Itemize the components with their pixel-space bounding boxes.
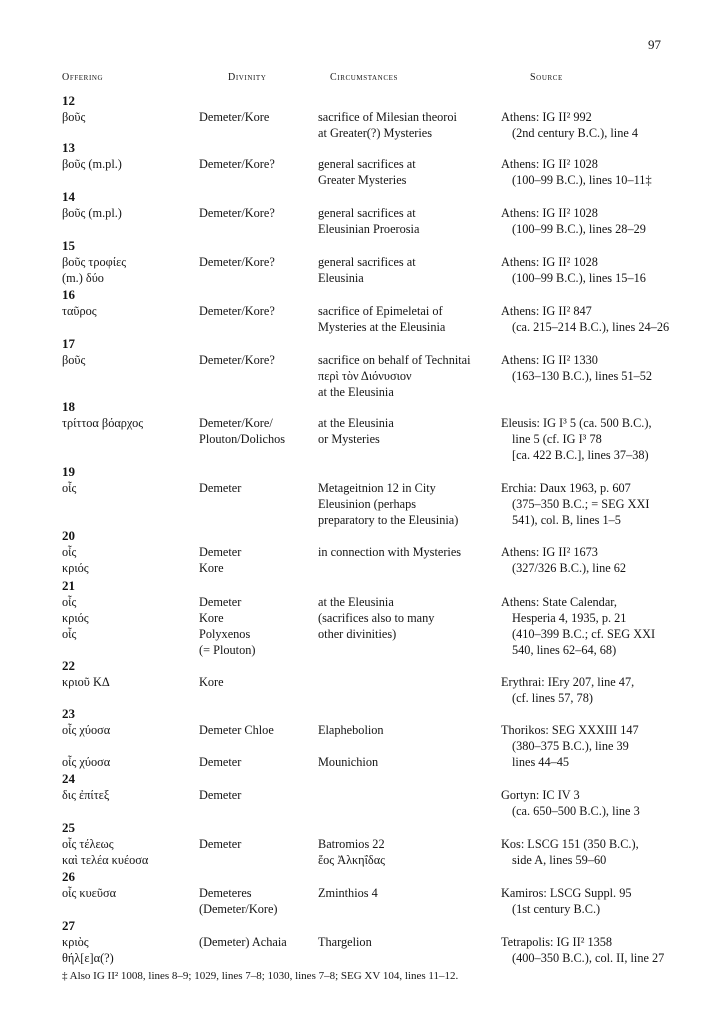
divinity-cell xyxy=(199,544,241,576)
offering-line: κριός xyxy=(62,611,89,625)
divinity-line: (Demeter/Kore) xyxy=(199,902,278,916)
entry-number: 16 xyxy=(62,287,75,302)
circumstances-cell xyxy=(318,415,394,447)
divinity-line: Demeter xyxy=(199,755,242,769)
entry-number: 12 xyxy=(62,93,75,108)
offering-line: κριὸς xyxy=(62,935,89,949)
source-line: (380–375 B.C.), line 39 xyxy=(512,739,629,753)
offering-cell xyxy=(62,787,109,803)
entry-number: 19 xyxy=(62,464,75,479)
divinity-cell xyxy=(199,254,275,270)
divinity-line: Polyxenos xyxy=(199,627,251,641)
entry-number: 21 xyxy=(62,578,75,593)
divinity-line: Demeter xyxy=(199,837,242,851)
offering-cell xyxy=(62,156,122,172)
offering-cell xyxy=(62,674,110,690)
source-line: 540, lines 62–64, 68) xyxy=(512,643,617,657)
circumstances-line: general sacrifices at xyxy=(318,157,416,171)
divinity-cell xyxy=(199,303,275,319)
circumstances-line xyxy=(318,738,384,754)
circumstances-line: Batromios 22 xyxy=(318,837,385,851)
entry-number: 20 xyxy=(62,528,75,543)
circumstances-line: general sacrifices at xyxy=(318,255,416,269)
circumstances-cell xyxy=(318,934,372,950)
circumstances-line: at Greater(?) Mysteries xyxy=(318,126,433,140)
divinity-cell xyxy=(199,885,278,917)
offering-cell xyxy=(62,109,85,125)
source-line: (2nd century B.C.), line 4 xyxy=(512,126,639,140)
source-line: (100–99 B.C.), lines 10–11‡ xyxy=(512,173,652,187)
offering-cell xyxy=(62,836,148,868)
offering-cell xyxy=(62,934,114,966)
circumstances-cell xyxy=(318,156,416,188)
header-circumstances: Circumstances xyxy=(330,72,398,83)
divinity-line: Demeter/Kore? xyxy=(199,304,275,318)
circumstances-cell xyxy=(318,885,378,901)
divinity-line: Kore xyxy=(199,675,224,689)
circumstances-line: sacrifice of Milesian theoroi xyxy=(318,110,457,124)
divinity-line: Kore xyxy=(199,561,224,575)
circumstances-line: at the Eleusinia xyxy=(318,595,394,609)
offering-line: βοῦς (m.pl.) xyxy=(62,206,122,220)
source-line: lines 44–45 xyxy=(512,755,570,769)
circumstances-line: περὶ τὸν Διόνυσιον xyxy=(318,369,412,383)
offering-line: οἶς xyxy=(62,545,77,559)
offering-line: καὶ τελέα κυέοσα xyxy=(62,853,149,867)
source-line: Athens: IG II² 847 xyxy=(501,304,592,318)
divinity-line: Plouton/Dolichos xyxy=(199,432,286,446)
divinity-line: Demeter/Kore xyxy=(199,110,270,124)
divinity-line: Demeter xyxy=(199,545,242,559)
source-cell xyxy=(501,205,646,237)
offering-line: δις ἐπίτεξ xyxy=(62,788,110,802)
divinity-line: Demeter xyxy=(199,595,242,609)
circumstances-line: or Mysteries xyxy=(318,432,380,446)
circumstances-line: general sacrifices at xyxy=(318,206,416,220)
circumstances-line: Eleusinia xyxy=(318,271,364,285)
source-line: Athens: IG II² 1028 xyxy=(501,255,598,269)
circumstances-line: at the Eleusinia xyxy=(318,416,394,430)
circumstances-line: Zminthios 4 xyxy=(318,886,378,900)
circumstances-cell xyxy=(318,544,461,560)
source-line: Athens: IG II² 1673 xyxy=(501,545,598,559)
source-line: Athens: IG II² 1028 xyxy=(501,206,598,220)
offering-line: οἶς κυεῦσα xyxy=(62,886,117,900)
offering-cell xyxy=(62,594,89,642)
offering-line: κριός xyxy=(62,561,89,575)
source-line: (ca. 650–500 B.C.), line 3 xyxy=(512,804,640,818)
entry-number: 13 xyxy=(62,140,75,155)
circumstances-cell xyxy=(318,205,419,237)
offering-line: ταῦρος xyxy=(62,304,97,318)
source-line: Erythrai: IEry 207, line 47, xyxy=(501,675,635,689)
offering-cell xyxy=(62,480,76,496)
header-source: Source xyxy=(530,72,563,83)
divinity-line: Demeter/Kore? xyxy=(199,206,275,220)
offering-cell xyxy=(62,352,85,368)
divinity-line: Demeter/Kore/ xyxy=(199,416,273,430)
source-line: Hesperia 4, 1935, p. 21 xyxy=(512,611,627,625)
circumstances-line: at the Eleusinia xyxy=(318,385,394,399)
source-cell xyxy=(501,109,638,141)
circumstances-cell xyxy=(318,836,385,868)
circumstances-cell xyxy=(318,109,457,141)
divinity-line: Kore xyxy=(199,611,224,625)
source-line: (100–99 B.C.), lines 15–16 xyxy=(512,271,646,285)
offering-line: οἶς χύοσα xyxy=(62,755,111,769)
source-cell xyxy=(501,544,626,576)
divinity-line: Demeter/Kore? xyxy=(199,255,275,269)
offering-cell xyxy=(62,254,126,286)
offering-line: τρίττοα βόαρχος xyxy=(62,416,144,430)
source-cell xyxy=(501,254,646,286)
circumstances-line: (sacrifices also to many xyxy=(318,611,435,625)
offering-line: οἶς χύοσα xyxy=(62,723,111,737)
page-number: 97 xyxy=(648,37,661,52)
entry-number: 25 xyxy=(62,820,75,835)
circumstances-line: Mysteries at the Eleusinia xyxy=(318,320,446,334)
source-line: Athens: IG II² 1330 xyxy=(501,353,598,367)
circumstances-line: Eleusinion (perhaps xyxy=(318,497,417,511)
circumstances-line: ἕος Ἀλκηΐδας xyxy=(318,853,386,867)
entry-number: 22 xyxy=(62,658,75,673)
source-line: line 5 (cf. IG I³ 78 xyxy=(512,432,602,446)
circumstances-line: Greater Mysteries xyxy=(318,173,407,187)
offering-line: οἶς xyxy=(62,627,77,641)
offering-line: οἶς xyxy=(62,481,77,495)
source-cell xyxy=(501,885,632,917)
source-line: Thorikos: SEG XXXIII 147 xyxy=(501,723,639,737)
divinity-line: (= Plouton) xyxy=(199,643,256,657)
circumstances-cell xyxy=(318,594,434,642)
source-line: (375–350 B.C.; = SEG XXI xyxy=(512,497,650,511)
circumstances-cell xyxy=(318,480,458,528)
entry-number: 15 xyxy=(62,238,75,253)
offering-line xyxy=(62,738,110,754)
circumstances-line: sacrifice on behalf of Technitai xyxy=(318,353,471,367)
divinity-line: Demeter xyxy=(199,788,242,802)
divinity-cell xyxy=(199,205,275,221)
offering-line: (m.) δύο xyxy=(62,271,104,285)
source-line: (100–99 B.C.), lines 28–29 xyxy=(512,222,646,236)
source-cell xyxy=(501,480,649,528)
entry-number: 17 xyxy=(62,336,75,351)
header-offering: Offering xyxy=(62,72,104,83)
circumstances-line: Mounichion xyxy=(318,755,379,769)
offering-cell xyxy=(62,303,97,319)
circumstances-cell xyxy=(318,254,416,286)
divinity-line: Demeter Chloe xyxy=(199,723,274,737)
divinity-cell xyxy=(199,934,287,950)
offering-line: οἶς τέλεως xyxy=(62,837,114,851)
source-line: Kos: LSCG 151 (350 B.C.), xyxy=(501,837,639,851)
source-cell xyxy=(501,722,639,770)
footnote: ‡ Also IG II² 1008, lines 8–9; 1029, lines 7–8; 1030, lines 7–8; SEG XV 104, lines 11–12. xyxy=(62,970,459,982)
header-divinity: Divinity xyxy=(228,72,267,83)
divinity-cell xyxy=(199,722,274,770)
source-line: (327/326 B.C.), line 62 xyxy=(512,561,627,575)
offering-line: βοῦς xyxy=(62,353,86,367)
circumstances-line: Metageitnion 12 in City xyxy=(318,481,436,495)
source-cell xyxy=(501,787,640,819)
source-line: Gortyn: IC IV 3 xyxy=(501,788,580,802)
source-line: Athens: State Calendar, xyxy=(501,595,617,609)
entry-number: 24 xyxy=(62,771,75,786)
circumstances-cell xyxy=(318,303,445,335)
offering-cell xyxy=(62,205,122,221)
offering-line: βοῦς (m.pl.) xyxy=(62,157,122,171)
divinity-line: Demeter/Kore? xyxy=(199,157,275,171)
source-line: [ca. 422 B.C.], lines 37–38) xyxy=(512,448,649,462)
source-cell xyxy=(501,352,652,384)
source-cell xyxy=(501,303,669,335)
offering-cell xyxy=(62,415,143,431)
entry-number: 18 xyxy=(62,399,75,414)
divinity-line: Demeter/Kore? xyxy=(199,353,275,367)
source-cell xyxy=(501,594,655,658)
offering-cell xyxy=(62,722,110,770)
divinity-cell xyxy=(199,594,255,658)
circumstances-cell xyxy=(318,722,384,770)
divinity-cell xyxy=(199,352,275,368)
circumstances-line: Elaphebolion xyxy=(318,723,384,737)
source-line: Tetrapolis: IG II² 1358 xyxy=(501,935,613,949)
source-cell xyxy=(501,836,639,868)
source-cell xyxy=(501,156,652,188)
source-line: (ca. 215–214 B.C.), lines 24–26 xyxy=(512,320,670,334)
divinity-line: Demeteres xyxy=(199,886,252,900)
circumstances-line: preparatory to the Eleusinia) xyxy=(318,513,459,527)
entry-number: 23 xyxy=(62,706,75,721)
source-line: (410–399 B.C.; cf. SEG XXI xyxy=(512,627,656,641)
divinity-cell xyxy=(199,156,275,172)
source-line: (163–130 B.C.), lines 51–52 xyxy=(512,369,653,383)
source-line: Athens: IG II² 992 xyxy=(501,110,592,124)
divinity-line: Demeter xyxy=(199,481,242,495)
divinity-cell xyxy=(199,415,285,447)
source-line: Eleusis: IG I³ 5 (ca. 500 B.C.), xyxy=(501,416,652,430)
divinity-line: (Demeter) Achaia xyxy=(199,935,287,949)
offering-line: οἶς xyxy=(62,595,77,609)
source-line: Erchia: Daux 1963, p. 607 xyxy=(501,481,631,495)
circumstances-cell xyxy=(318,352,471,400)
divinity-cell xyxy=(199,674,224,690)
source-line: (cf. lines 57, 78) xyxy=(512,691,593,705)
offering-line: βοῦς τροφίες xyxy=(62,255,127,269)
divinity-cell xyxy=(199,836,241,852)
circumstances-line: other divinities) xyxy=(318,627,397,641)
circumstances-line: sacrifice of Epimeletai of xyxy=(318,304,443,318)
entry-number: 27 xyxy=(62,918,75,933)
divinity-line xyxy=(199,738,274,754)
circumstances-line: Thargelion xyxy=(318,935,372,949)
divinity-cell xyxy=(199,109,269,125)
divinity-cell xyxy=(199,480,241,496)
source-line: (1st century B.C.) xyxy=(512,902,601,916)
source-cell xyxy=(501,674,634,706)
source-cell xyxy=(501,934,664,966)
circumstances-line: Eleusinian Proerosia xyxy=(318,222,420,236)
source-line: Athens: IG II² 1028 xyxy=(501,157,598,171)
entry-number: 14 xyxy=(62,189,75,204)
offering-line: κριοῦ ΚΔ xyxy=(62,675,110,689)
offering-cell xyxy=(62,544,89,576)
offering-line: θήλ[ε]α(?) xyxy=(62,951,114,965)
source-line: 541), col. B, lines 1–5 xyxy=(512,513,621,527)
offering-cell xyxy=(62,885,116,901)
source-line: (400–350 B.C.), col. II, line 27 xyxy=(512,951,665,965)
source-cell xyxy=(501,415,652,463)
circumstances-line: in connection with Mysteries xyxy=(318,545,462,559)
offering-line: βοῦς xyxy=(62,110,86,124)
source-line: side A, lines 59–60 xyxy=(512,853,607,867)
divinity-cell xyxy=(199,787,241,803)
source-line: Kamiros: LSCG Suppl. 95 xyxy=(501,886,632,900)
entry-number: 26 xyxy=(62,869,75,884)
